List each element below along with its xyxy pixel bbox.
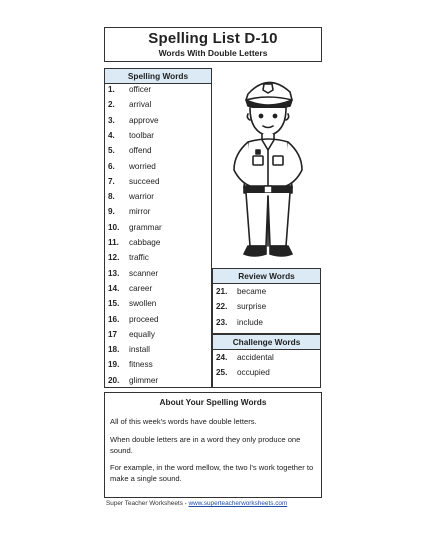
- word-text: toolbar: [129, 130, 155, 140]
- word-text: fitness: [129, 360, 153, 370]
- word-row: [105, 175, 211, 189]
- review-words-header: Review Words: [213, 269, 320, 284]
- word-text: scanner: [129, 268, 159, 278]
- word-number: 2.: [108, 100, 115, 110]
- word-text: include: [237, 317, 263, 327]
- word-number: 12.: [108, 253, 120, 263]
- word-number: 9.: [108, 207, 115, 217]
- word-number: 11.: [108, 238, 119, 247]
- word-number: 17: [108, 329, 118, 339]
- word-text: cabbage: [129, 238, 161, 247]
- word-text: offend: [129, 146, 152, 156]
- title-box: [104, 27, 322, 62]
- word-row: [105, 282, 211, 296]
- word-number: 15.: [108, 299, 120, 309]
- word-number: 10.: [108, 222, 120, 232]
- word-row: [213, 300, 320, 314]
- about-title: About Your Spelling Words: [159, 397, 267, 407]
- word-row: [105, 160, 211, 174]
- word-number: 16.: [108, 314, 120, 324]
- word-row: [105, 144, 211, 158]
- word-row: [105, 114, 211, 128]
- word-row: [105, 236, 211, 250]
- word-row: [213, 366, 320, 380]
- page-title: Spelling List D-10: [148, 30, 278, 47]
- word-number: 24.: [216, 353, 228, 362]
- word-row: [105, 205, 211, 219]
- police-officer-illustration: [220, 70, 316, 266]
- word-text: succeed: [129, 176, 160, 186]
- word-row: [105, 343, 211, 357]
- word-number: 14.: [108, 283, 120, 293]
- about-paragraph: For example, in the word mellow, the two l's work together to make a single sound.: [110, 463, 314, 483]
- word-text: proceed: [129, 314, 159, 324]
- spelling-words-header: Spelling Words: [105, 69, 211, 84]
- word-text: glimmer: [129, 375, 159, 385]
- word-text: approve: [129, 115, 159, 125]
- challenge-words-header: Challenge Words: [213, 335, 320, 350]
- word-text: equally: [129, 329, 155, 339]
- word-number: 1.: [108, 85, 115, 94]
- word-number: 23.: [216, 317, 228, 327]
- word-number: 8.: [108, 192, 115, 202]
- word-text: career: [129, 283, 153, 293]
- word-number: 21.: [216, 287, 228, 296]
- footer-link[interactable]: www.superteacherworksheets.com: [188, 500, 288, 507]
- word-row: [105, 251, 211, 265]
- word-row: [105, 98, 211, 112]
- word-number: 22.: [216, 302, 228, 312]
- word-number: 7.: [108, 176, 115, 186]
- word-number: 20.: [108, 375, 120, 385]
- spelling-words-box: [104, 68, 212, 388]
- word-text: swollen: [129, 299, 157, 309]
- word-text: install: [129, 345, 150, 355]
- word-number: 25.: [216, 368, 228, 378]
- word-row: [105, 129, 211, 143]
- word-number: 13.: [108, 268, 120, 278]
- footer: [106, 500, 287, 507]
- about-paragraph: All of this week's words have double letters.: [110, 417, 257, 426]
- word-text: mirror: [129, 207, 151, 217]
- word-number: 5.: [108, 146, 115, 156]
- word-row: [105, 267, 211, 281]
- word-number: 4.: [108, 130, 115, 140]
- about-box: [104, 392, 322, 498]
- word-text: accidental: [237, 353, 274, 362]
- word-text: became: [237, 287, 267, 296]
- word-text: occupied: [237, 368, 270, 378]
- word-row: [105, 374, 211, 388]
- word-number: 19.: [108, 360, 120, 370]
- word-number: 3.: [108, 115, 115, 125]
- word-row: [105, 83, 211, 97]
- challenge-words-box: [212, 334, 321, 388]
- word-row: [105, 313, 211, 327]
- word-row: [105, 190, 211, 204]
- word-row: [213, 285, 320, 299]
- word-text: worried: [129, 161, 156, 171]
- page-subtitle: Words With Double Letters: [158, 48, 268, 58]
- word-row: [213, 351, 320, 365]
- word-row: [105, 297, 211, 311]
- word-row: [105, 358, 211, 372]
- word-number: 6.: [108, 161, 115, 171]
- word-number: 18.: [108, 345, 120, 355]
- word-text: grammar: [129, 222, 162, 232]
- word-text: traffic: [129, 253, 149, 263]
- word-text: warrior: [129, 192, 155, 202]
- word-text: arrival: [129, 100, 152, 110]
- word-row: [105, 328, 211, 342]
- word-text: officer: [129, 85, 152, 94]
- about-paragraph: When double letters are in a word they only produce one sound.: [110, 435, 301, 455]
- word-text: surprise: [237, 302, 267, 312]
- word-row: [105, 221, 211, 235]
- footer-text: Super Teacher Worksheets -: [106, 500, 189, 507]
- word-row: [213, 316, 320, 330]
- review-words-box: [212, 268, 321, 334]
